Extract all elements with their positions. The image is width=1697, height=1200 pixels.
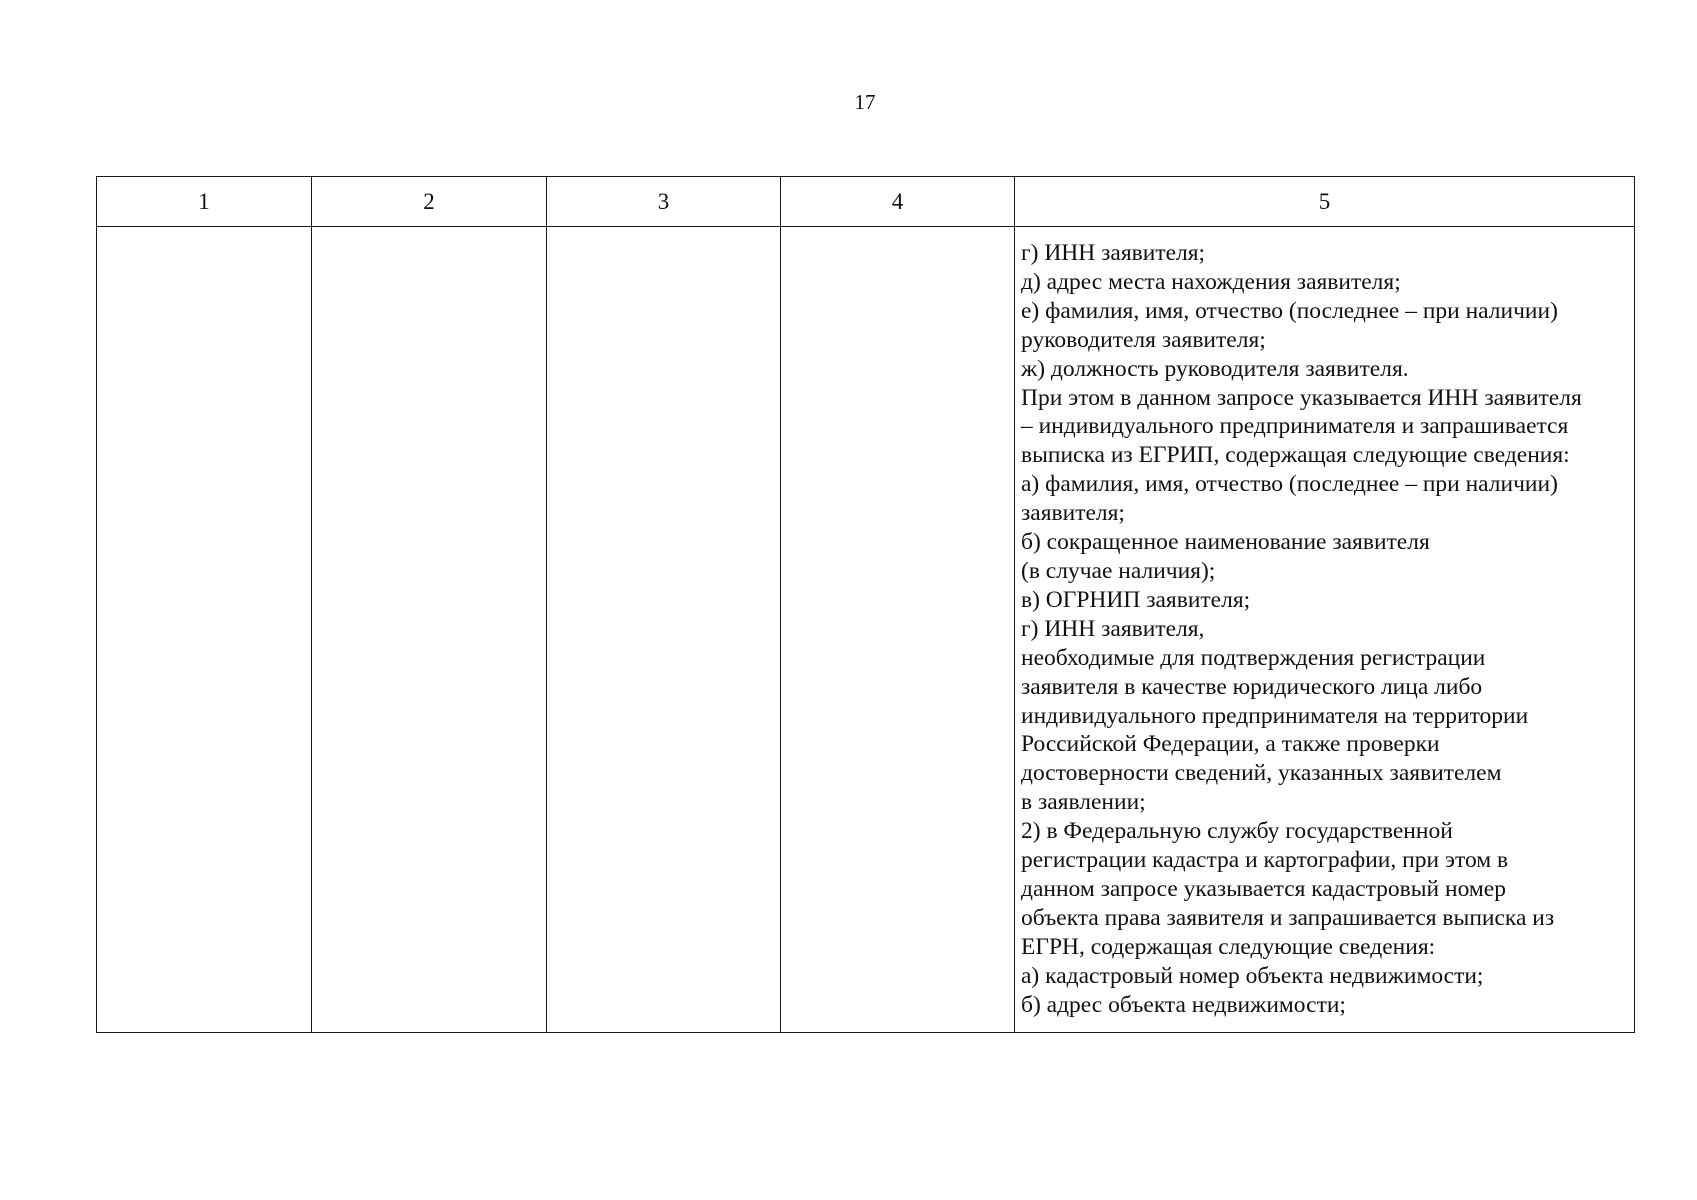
text-line: регистрации кадастра и картографии, при этом в [1021,847,1509,874]
text-line: 2) в Федеральную службу государственной [1021,818,1453,845]
text-line: б) сокращенное наименование заявителя [1021,529,1430,556]
text-line: б) адрес объекта недвижимости; [1021,991,1346,1018]
text-line: а) кадастровый номер объекта недвижимости; [1021,962,1484,989]
text-line: в) ОГРНИП заявителя; [1021,586,1251,613]
column-header-2: 2 [312,177,547,227]
text-line: а) фамилия, имя, отчество (последнее – при наличии) [1021,471,1558,498]
column-header-4: 4 [781,177,1015,227]
text-line: (в случае наличия); [1021,557,1216,584]
cell-col-4 [781,227,1015,1033]
text-line: выписка из ЕГРИП, содержащая следующие сведения: [1021,442,1570,469]
text-line: заявителя в качестве юридического лица либо [1021,673,1483,700]
column-header-5: 5 [1015,177,1635,227]
column-header-3: 3 [547,177,781,227]
text-line: г) ИНН заявителя, [1021,615,1205,642]
text-line: г) ИНН заявителя; [1021,240,1206,266]
text-line: объекта права заявителя и запрашивается выписка из [1021,904,1555,931]
cell-col-5 [1015,227,1635,1033]
text-line: необходимые для подтверждения регистрации [1021,644,1486,671]
text-line: достоверности сведений, указанных заявителем [1021,760,1502,787]
text-line: – индивидуального предпринимателя и запрашивается [1021,413,1569,440]
column-header-1: 1 [97,177,312,227]
text-line: е) фамилия, имя, отчество (последнее – при наличии) [1021,297,1558,324]
cell-col-2 [312,227,547,1033]
cell-col-5-text [1021,239,1628,1019]
text-line: данном запросе указывается кадастровый номер [1021,875,1506,902]
cell-col-1 [97,227,312,1033]
text-line: Российской Федерации, а также проверки [1021,731,1440,758]
document-table [96,176,1635,1033]
text-line: ЕГРН, содержащая следующие сведения: [1021,933,1436,960]
text-line: При этом в данном запросе указывается ИНН заявителя [1021,384,1582,411]
table-header-row [97,177,1635,227]
page-number: 17 [854,90,876,114]
cell-col-3 [547,227,781,1033]
text-line: руководителя заявителя; [1021,326,1266,353]
text-line: индивидуального предпринимателя на территории [1021,702,1529,729]
text-line: д) адрес места нахождения заявителя; [1021,268,1401,295]
text-line: заявителя; [1021,500,1125,527]
table-row [97,227,1635,1033]
text-line: в заявлении; [1021,789,1146,816]
text-line: ж) должность руководителя заявителя. [1021,355,1409,382]
